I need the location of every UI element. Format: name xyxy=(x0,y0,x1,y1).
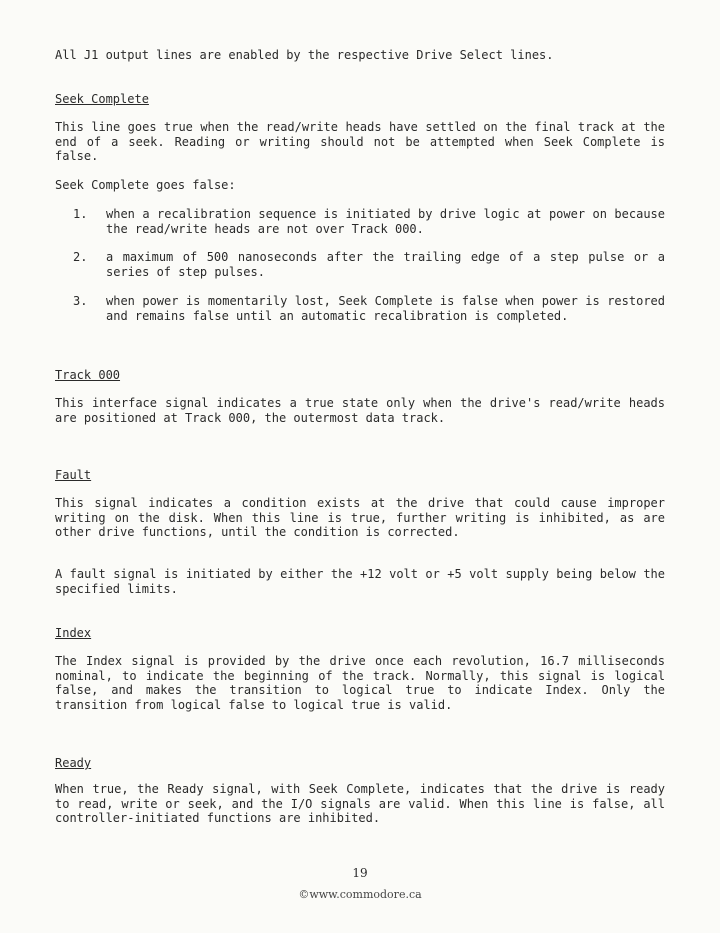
heading-ready: Ready xyxy=(55,756,92,770)
list-item-text: when power is momentarily lost, Seek Complete is false when power is restored and remains false until an automatic recalibration is completed. xyxy=(106,294,665,323)
list-item-text: when a recalibration sequence is initiated by drive logic at power on because the read/write heads are not over Track 000. xyxy=(106,207,665,236)
heading-track-000: Track 000 xyxy=(55,368,121,382)
list-item-text: a maximum of 500 nanoseconds after the trailing edge of a step pulse or a series of step pulses. xyxy=(106,250,665,279)
list-item-3 xyxy=(73,294,665,323)
heading-index: Index xyxy=(55,626,92,640)
page-number: 19 xyxy=(352,866,368,880)
track-000-para: This interface signal indicates a true state only when the drive's read/write heads are positioned at Track 000, the outermost data track. xyxy=(55,396,665,425)
list-number: 3. xyxy=(73,294,88,308)
list-number: 1. xyxy=(73,207,88,221)
seek-complete-para2: Seek Complete goes false: xyxy=(55,178,236,192)
heading-seek-complete: Seek Complete xyxy=(55,92,149,106)
fault-para1: This signal indicates a condition exists at the drive that could cause improper writing on the disk. When this line is true, further writing is inhibited, as are other drive functions, until the condition is corrected. xyxy=(55,496,665,539)
list-item-2 xyxy=(73,250,665,279)
index-para: The Index signal is provided by the drive once each revolution, 16.7 milliseconds nominal, to indicate the beginning of the track. Normally, this signal is logical false, and makes the transition to logical true to indicate Index. Only the transition from logical false to logical true is valid. xyxy=(55,654,665,712)
fault-para2: A fault signal is initiated by either the +12 volt or +5 volt supply being below the specified limits. xyxy=(55,567,665,596)
watermark-text: ©www.commodore.ca xyxy=(298,888,422,901)
list-number: 2. xyxy=(73,250,88,264)
heading-fault: Fault xyxy=(55,468,92,482)
ready-para: When true, the Ready signal, with Seek Complete, indicates that the drive is ready to read, write or seek, and the I/O signals are valid. When this line is false, all controller-initiated functions are inhibited. xyxy=(55,782,665,825)
intro-text: All J1 output lines are enabled by the respective Drive Select lines. xyxy=(55,48,554,62)
seek-complete-para1: This line goes true when the read/write heads have settled on the final track at the end of a seek. Reading or writing should not be attempted when Seek Complete is false. xyxy=(55,120,665,163)
list-item-1 xyxy=(73,207,665,236)
